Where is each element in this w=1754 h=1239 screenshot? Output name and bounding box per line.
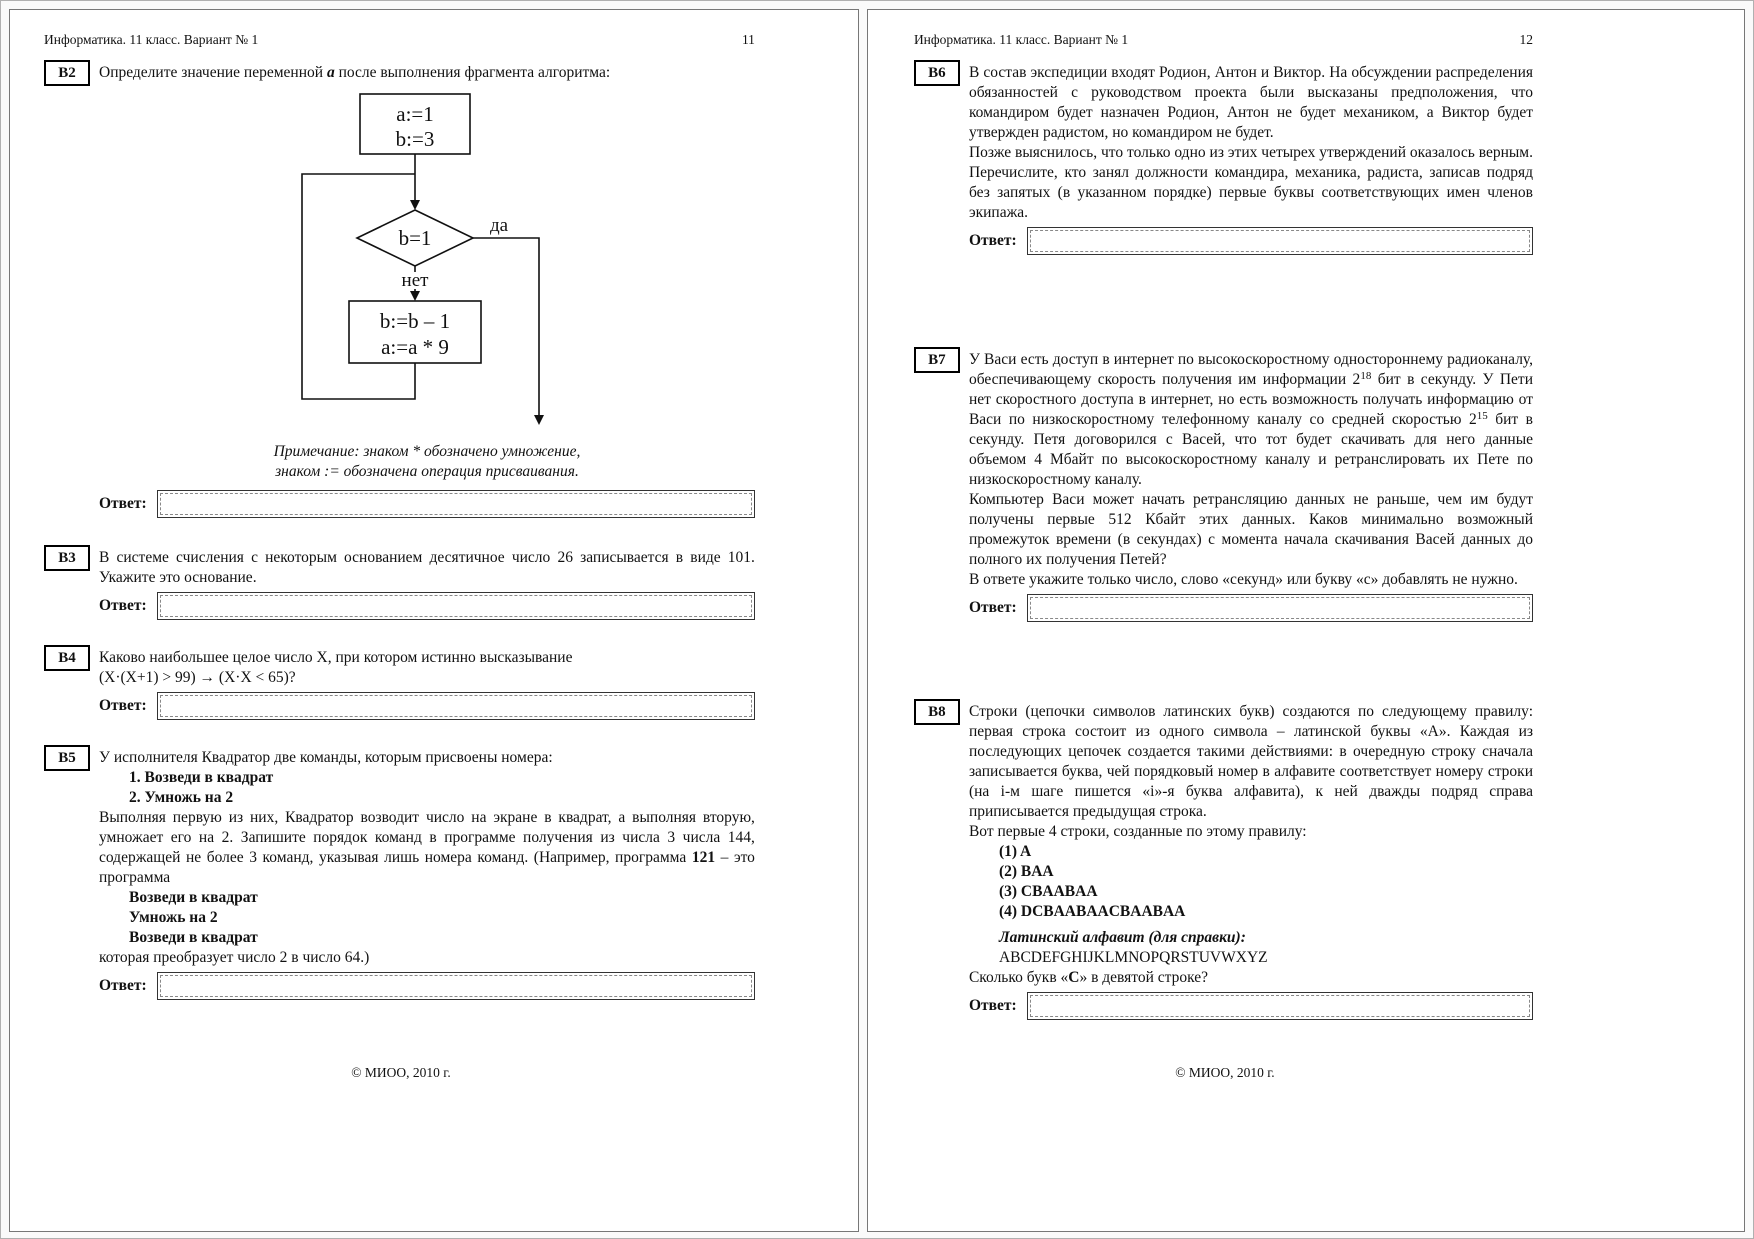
answer-label: Ответ: xyxy=(968,232,1017,249)
b7-paragraph-3: В ответе укажите только число, слово «секунд» или букву «с» добавлять не нужно. xyxy=(968,571,1518,588)
b5-p2-text: Выполняя первую из них, Квадратор возводит число на экране в квадрат, а выполняя вторую, умножает его на 2. Запишите порядок команд в программе получения из числа 3 числа 144, содержащей не более 3 команд, указывая лишь номера команд. (Например, программа xyxy=(99,809,755,866)
b8-string-row-1: (1) A xyxy=(998,843,1032,860)
question-b6 xyxy=(914,63,1533,255)
question-b7-body xyxy=(969,350,1533,622)
b7-answer-box xyxy=(1027,594,1533,622)
b5-program-number: 121 xyxy=(691,849,716,866)
question-b8-body xyxy=(969,702,1533,1020)
b4-formula: (X·(X+1) > 99) → (X·X < 65)? xyxy=(99,669,296,686)
b7-exponent-15: 15 xyxy=(1476,410,1488,422)
b5-p2-text-2: – это программа xyxy=(99,849,755,886)
question-b5-body xyxy=(99,748,755,1000)
answer-label: Ответ: xyxy=(99,697,147,714)
flow-init-line1: a:=1 xyxy=(396,102,434,126)
question-b6-label: В6 xyxy=(914,60,960,86)
answer-label: Ответ: xyxy=(968,997,1017,1014)
b5-answer-row xyxy=(99,972,755,1000)
b5-answer-box xyxy=(157,972,755,1000)
b7-paragraph-2: Компьютер Васи может начать ретрансляцию данных не раньше, чем им будут получены первые 512 Кбайт этих данных. Каков минимально возможный промежуток времени (в секундах) с момента начала скачивания Васей данных до полного их получения Петей? xyxy=(968,491,1533,568)
question-b2-body xyxy=(99,63,755,518)
b7-p1-text: У Васи есть доступ в интернет по высокоскоростному одностороннему радиоканалу, обеспечивающему скорость получения им информации 2 xyxy=(968,351,1533,388)
b5-command-1: 1. Возведи в квадрат xyxy=(129,769,274,786)
b2-flowchart xyxy=(287,89,567,434)
b2-answer-row xyxy=(99,490,755,518)
answer-label: Ответ: xyxy=(968,599,1017,616)
answer-label: Ответ: xyxy=(99,977,147,994)
flow-yes-line xyxy=(473,238,539,415)
answer-box-inner xyxy=(1030,230,1530,252)
b8-paragraph-1: Строки (цепочки символов латинских букв) создаются по следующему правилу: первая строка состоит из одного символа – латинской буквы «А». Каждая из последующих цепочек создается такими действиями: в очередную строку сначала записывается буква, чей порядковый номер в алфавите соответствует номеру строки (на i-м шаге пишется «i»-я буква алфавита), к ней дважды подряд справа приписывается предыдущая строка. xyxy=(968,703,1533,820)
question-b7 xyxy=(914,350,1533,622)
b8-alphabet-block xyxy=(999,928,1533,968)
question-b5 xyxy=(44,748,755,1000)
b8-question-text-2: » в девятой строке? xyxy=(1079,969,1209,986)
question-b5-label: В5 xyxy=(44,745,90,771)
b6-answer-box xyxy=(1027,227,1533,255)
b2-note xyxy=(99,442,755,482)
b6-paragraph-1: В состав экспедиции входят Родион, Антон и Виктор. На обсуждении распределения обязанностей с руководством проекта были высказаны предположения, что командиром будет назначен Родион, Антон не будет механиком, а Виктор будет утвержден радистом, но командиром не будет. xyxy=(968,64,1533,141)
question-b3-label: В3 xyxy=(44,545,90,571)
b7-exponent-18: 18 xyxy=(1360,370,1372,382)
answer-box-inner xyxy=(160,595,752,617)
b3-text: В системе счисления с некоторым основанием десятичное число 26 записывается в виде 101. Укажите это основание. xyxy=(99,549,755,586)
arrowhead-yes-exit xyxy=(534,415,544,425)
flow-init-line2: b:=3 xyxy=(395,127,435,151)
page-header xyxy=(44,32,755,48)
b4-answer-row xyxy=(99,692,755,720)
question-b6-body xyxy=(969,63,1533,255)
question-b4-label: В4 xyxy=(44,645,90,671)
arrowhead-into-decision xyxy=(410,200,420,210)
answer-box-inner xyxy=(1030,597,1530,619)
b8-answer-box xyxy=(1027,992,1533,1020)
b2-flowchart-wrap xyxy=(99,89,755,440)
question-b3 xyxy=(44,548,755,620)
b6-paragraph-2: Позже выяснилось, что только одно из этих четырех утверждений оказалось верным. Перечислите, кто занял должности командира, механика, радиста, записав подряд без запятых (в указанном порядке) первые буквы соответствующих имен членов экипажа. xyxy=(968,144,1533,221)
b2-variable: a xyxy=(326,64,335,81)
b2-note-line2: знаком := обозначена операция присваивания. xyxy=(275,463,579,480)
question-b3-body xyxy=(99,548,755,620)
page-footer: © МИОО, 2010 г. xyxy=(1175,1065,1275,1080)
question-b4-body xyxy=(99,648,755,720)
question-b2 xyxy=(44,63,755,518)
question-b8-label: В8 xyxy=(914,699,960,725)
arrowhead-into-update xyxy=(410,291,420,301)
b8-alphabet-label: Латинский алфавит (для справки): xyxy=(998,929,1246,946)
page-number: 12 xyxy=(1519,32,1533,47)
b4-answer-box xyxy=(157,692,755,720)
page-header xyxy=(914,32,1533,48)
page-11 xyxy=(9,9,859,1232)
b5-program-line-2: Умножь на 2 xyxy=(129,909,218,926)
flow-yes-label: да xyxy=(489,215,509,236)
b8-alphabet: ABCDEFGHIJKLMNOPQRSTUVWXYZ xyxy=(998,949,1268,966)
question-b4 xyxy=(44,648,755,720)
b3-answer-row xyxy=(99,592,755,620)
answer-box-inner xyxy=(160,493,752,515)
b8-string-row-3: (3) CBAABAA xyxy=(998,883,1098,900)
b8-answer-row xyxy=(969,992,1533,1020)
page-footer: © МИОО, 2010 г. xyxy=(351,1065,451,1080)
b2-prompt-text: Определите значение переменной xyxy=(99,64,327,81)
b7-paragraph-1 xyxy=(969,350,1533,490)
b8-question xyxy=(969,968,1533,988)
question-b8 xyxy=(914,702,1533,1020)
b4-text-line1: Каково наибольшее целое число X, при котором истинно высказывание xyxy=(99,649,573,666)
b2-prompt xyxy=(99,63,755,83)
b8-question-text: Сколько букв « xyxy=(968,969,1069,986)
flow-condition-text: b=1 xyxy=(398,226,432,250)
b6-answer-row xyxy=(969,227,1533,255)
header-title: Информатика. 11 класс. Вариант № 1 xyxy=(913,32,1129,47)
flowchart-texts xyxy=(380,102,509,359)
flow-update-line2: a:=a * 9 xyxy=(381,335,449,359)
b7-p1-text-3: бит в секунду. Петя договорился с Васей, что тот будет скачивать для него данные объемом 4 Мбайт по высокоскоростному каналу и ретранслировать их Пете по низкоскоростному каналу. xyxy=(968,411,1533,488)
answer-box-inner xyxy=(160,975,752,997)
b2-answer-box xyxy=(157,490,755,518)
b8-string-row-2: (2) BAA xyxy=(998,863,1054,880)
b5-command-2: 2. Умножь на 2 xyxy=(129,789,234,806)
b7-answer-row xyxy=(969,594,1533,622)
b2-prompt-text-2: после выполнения фрагмента алгоритма: xyxy=(334,64,611,81)
page-12 xyxy=(867,9,1745,1232)
b8-intro: Вот первые 4 строки, созданные по этому правилу: xyxy=(968,823,1307,840)
answer-label: Ответ: xyxy=(99,597,147,614)
b5-program-line-3: Возведи в квадрат xyxy=(129,929,258,946)
b3-answer-box xyxy=(157,592,755,620)
page-number: 11 xyxy=(741,32,755,47)
answer-box-inner xyxy=(160,695,752,717)
header-title: Информатика. 11 класс. Вариант № 1 xyxy=(44,32,259,47)
question-b2-label: В2 xyxy=(44,60,90,86)
b8-letter-c: C xyxy=(1068,969,1080,986)
b8-string-row-4: (4) DCBAABAACBAABAA xyxy=(998,903,1186,920)
b2-note-line1: Примечание: знаком * обозначено умножение, xyxy=(273,443,581,460)
flow-update-line1: b:=b – 1 xyxy=(379,309,451,333)
flow-no-label: нет xyxy=(401,270,429,291)
b5-paragraph-3: которая преобразует число 2 в число 64.) xyxy=(99,949,370,966)
answer-box-inner xyxy=(1030,995,1530,1017)
answer-label: Ответ: xyxy=(99,495,147,512)
b5-paragraph-2 xyxy=(99,808,755,888)
b5-program-line-1: Возведи в квадрат xyxy=(129,889,258,906)
b5-paragraph-1: У исполнителя Квадратор две команды, которым присвоены номера: xyxy=(99,749,553,766)
b7-p1-text-2: бит в секунду. У Пети нет скоростного доступа в интернет, но есть возможность получать информацию от Васи по низкоскоростному телефонному каналу со средней скоростью 2 xyxy=(968,371,1534,428)
question-b7-label: В7 xyxy=(914,347,960,373)
